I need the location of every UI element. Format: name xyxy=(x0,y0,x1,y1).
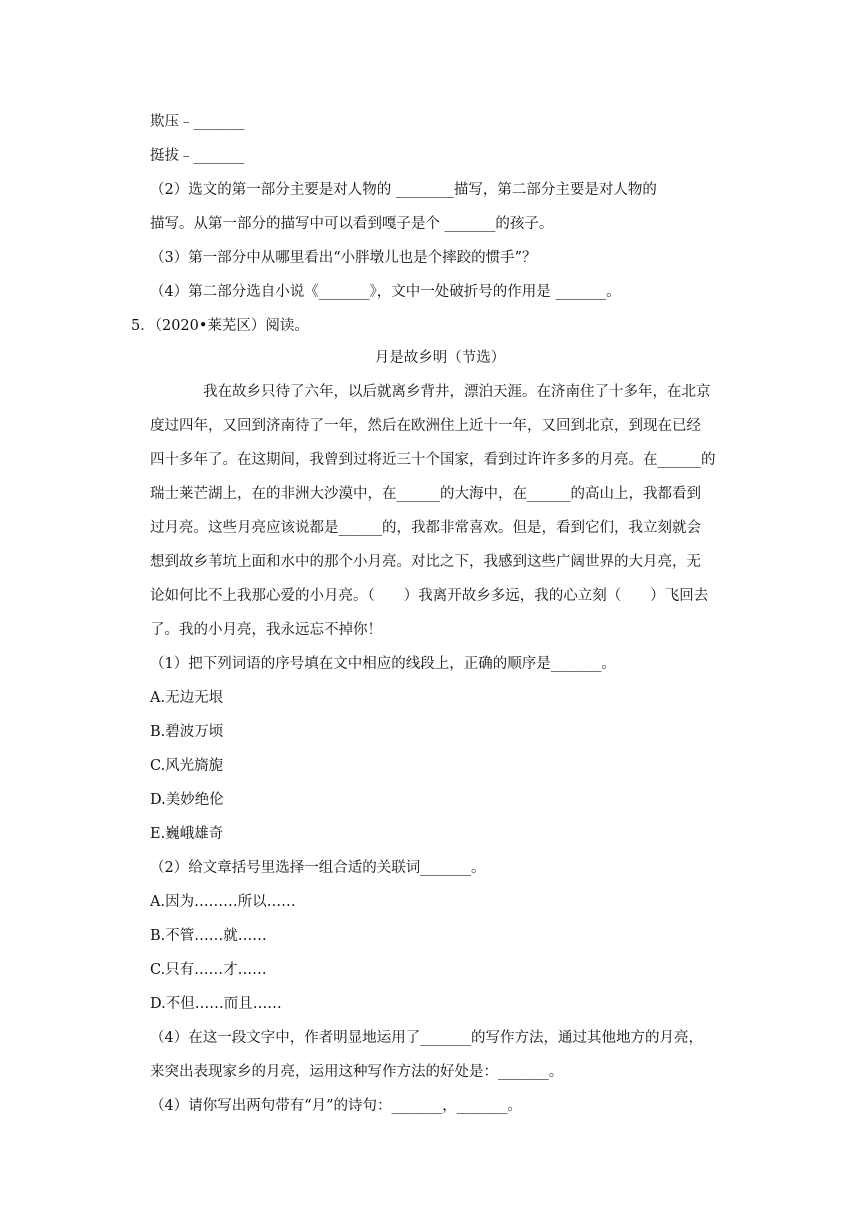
problem-5-heading: 5．（2020•莱芜区）阅读。 xyxy=(131,318,309,334)
option-d: D.美妙绝伦 xyxy=(150,792,224,808)
question-4: （4）第二部分选自小说《_______》，文中一处破折号的作用是 _______。 xyxy=(150,284,621,300)
sub-question-3-line-1: （4）在这一段文字中，作者明显地运用了_______的写作方法，通过其他地方的月亮， xyxy=(150,1030,703,1046)
question-2-line-2: 描写。从第一部分的描写中可以看到嘎子是个 _______的孩子。 xyxy=(150,216,554,232)
option-b: B.不管……就…… xyxy=(150,928,267,944)
sub-question-3-line-2: 来突出表现家乡的月亮，运用这种写作方法的好处是：_______。 xyxy=(150,1064,564,1080)
option-a: A.因为………所以…… xyxy=(150,894,296,910)
passage-line-1: 我在故乡只待了六年，以后就离乡背井，漂泊天涯。在济南住了十多年，在北京 xyxy=(203,384,711,400)
sub-question-1: （1）把下列词语的序号填在文中相应的线段上，正确的顺序是_______。 xyxy=(150,656,616,672)
passage-line-7: 论如何比不上我那心爱的小月亮。（ ）我离开故乡多远，我的心立刻（ ）飞回去 xyxy=(150,588,709,604)
question-2-line-1: （2）选文的第一部分主要是对人物的 ________描写，第二部分主要是对人物的 xyxy=(150,182,657,198)
sub-question-2: （2）给文章括号里选择一组合适的关联词_______。 xyxy=(150,860,486,876)
option-c: C.风光旖旎 xyxy=(150,758,224,774)
passage-line-4: 瑞士莱芒湖上，在的非洲大沙漠中，在______的大海中，在______的高山上，我都看到 xyxy=(150,486,701,502)
passage-line-5: 过月亮。这些月亮应该说都是______的，我都非常喜欢。但是，看到它们，我立刻就会 xyxy=(150,520,701,536)
option-a: A.无边无垠 xyxy=(150,690,224,706)
option-e: E.巍峨雄奇 xyxy=(150,826,224,842)
passage-line-3: 四十多年了。在这期间，我曾到过将近三十个国家，看到过许许多多的月亮。在______的 xyxy=(150,452,716,468)
vocab-item-tingba: 挺拔﹣_______ xyxy=(150,148,245,164)
question-3: （3）第一部分中从哪里看出“小胖墩儿也是个摔跤的惯手”？ xyxy=(150,250,537,266)
sub-question-4: （4）请你写出两句带有“月”的诗句：_______，_______。 xyxy=(150,1098,523,1114)
passage-line-2: 度过四年，又回到济南待了一年，然后在欧洲住上近十一年，又回到北京，到现在已经 xyxy=(150,418,701,434)
passage-title: 月是故乡明（节选） xyxy=(374,350,506,366)
option-b: B.碧波万顷 xyxy=(150,724,224,740)
vocab-item-qiya: 欺压﹣_______ xyxy=(150,114,245,130)
option-d: D.不但……而且…… xyxy=(150,996,282,1012)
passage-line-8: 了。我的小月亮，我永远忘不掉你！ xyxy=(150,622,382,638)
option-c: C.只有……才…… xyxy=(150,962,267,978)
passage-line-6: 想到故乡苇坑上面和水中的那个小月亮。对比之下，我感到这些广阔世界的大月亮，无 xyxy=(150,554,701,570)
